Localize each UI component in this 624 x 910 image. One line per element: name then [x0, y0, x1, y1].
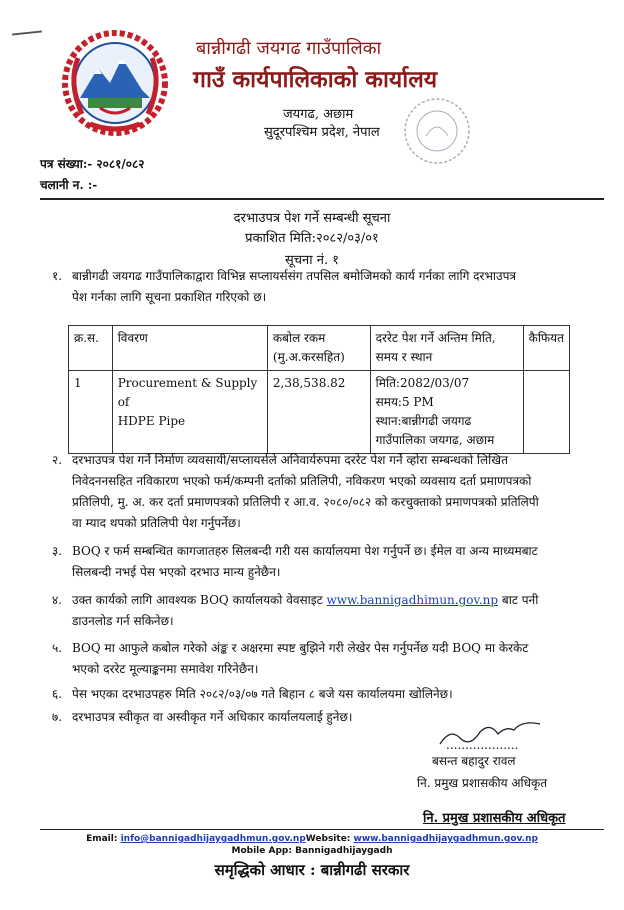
paragraph-line: बान्नीगढी जयगढ गाउँपालिकाद्वारा विभिन्न सप्लायर्ससंग तपसिल बमोजिमको कार्य गर्नका लागि दरभाउपत्र: [72, 269, 517, 283]
paragraph-line: पेश गर्नका लागि सूचना प्रकाशित गरिएको छ।: [72, 290, 267, 304]
header-remarks: कैफियत: [523, 326, 569, 371]
paragraph-line: प्रतिलिपी, मु. अ. कर दर्ता प्रमाणपत्रको प्रतिलिपी र आ.व. २०८०/०८२ को करचुक्ताको प्रमाणपत्रको प्रतिलिपी: [72, 495, 539, 509]
official-stamp: नि. प्रमुख प्रशासकीय अधिकृत: [423, 811, 566, 826]
signature-dots: ...................: [446, 738, 519, 752]
tender-table: [68, 325, 570, 454]
mobile-app: Mobile App: Bannigadhijaygadh: [231, 846, 393, 856]
paragraph-number: ७.: [52, 710, 63, 724]
header-deadline-line: दररेट पेश गर्ने अन्तिम मिति,: [375, 331, 496, 345]
paragraph-line: पेस भएका दरभाउपहरु मिति २०८२/०३/०७ गते बिहान ८ बजे यस कार्यालयमा खोलिनेछ।: [72, 687, 453, 701]
header-amount-line: कबोल रकम: [272, 331, 326, 345]
footer-divider: [40, 829, 604, 830]
email-link[interactable]: info@bannigadhijaygadhmun.gov.np: [120, 834, 306, 844]
paragraph-number: १.: [52, 269, 63, 283]
cell-place: स्थान:बान्नीगढी जयगढ: [375, 414, 472, 428]
header-deadline: [370, 326, 523, 371]
address-line-1: जयगढ, अछाम: [283, 107, 354, 122]
dispatch-number: चलानी न. :-: [40, 178, 98, 192]
email-label: Email:: [86, 834, 121, 844]
paragraph-line: दरभाउपत्र स्वीकृत वा अस्वीकृत गर्ने अधिकार कार्यालयलाई हुनेछ।: [72, 710, 353, 724]
paragraph-3: [52, 541, 592, 583]
paragraph-text: उक्त कार्यको लागि आवश्यक BOQ कार्यालयको वेवसाइट: [72, 593, 327, 607]
address-line-2: सुदूरपश्चिम प्रदेश, नेपाल: [264, 125, 380, 140]
paragraph-line: BOQ र फर्म सम्बन्धित कागजातहरु सिलबन्दी गरी यस कार्यालयमा पेश गर्नुपर्ने छ। ईमेल वा अन्य माध्यमबाट: [72, 544, 538, 558]
paragraph-line: दरभाउपत्र पेश गर्ने निर्माण व्यवसायी/सप्लायर्सले अनिवार्यरुपमा दररेट पेश गर्ने व्होरा सम्बन्धको लिखित: [72, 453, 508, 467]
cell-description-line: Procurement & Supply of: [117, 376, 258, 409]
office-name: बान्नीगढी जयगढ गाउँपालिका: [196, 38, 382, 59]
paragraph-5: [52, 638, 592, 680]
paragraph-line: सिलबन्दी नभई पेस भएको दरभाउ मान्य हुनेछैन।: [72, 565, 281, 579]
cell-deadline: [370, 371, 523, 454]
paragraph-text: बाट पनी: [498, 593, 539, 607]
paragraph-line: निवेदननसहित नविकारण भएको फर्म/कम्पनी दर्ताको प्रतिलिपी, नविकरण भएको व्यवसाय दर्ता प्रमाणपत्रको: [72, 474, 532, 488]
paragraph-line: डाउनलोड गर्न सकिनेछ।: [72, 614, 174, 628]
website-footer-link[interactable]: www.bannigadhijaygadhmun.gov.np: [353, 834, 538, 844]
paragraph-4: [52, 590, 592, 632]
paragraph-2: [52, 450, 592, 534]
paragraph-1: [52, 266, 592, 308]
paragraph-6: [52, 684, 592, 705]
paragraph-line: BOQ मा आफुले कबोल गरेको अंङ्क र अक्षरमा स्पष्ट बुझिने गरी लेखेर पेस गर्नुपर्नेछ यदी BOQ मा केरकेट: [72, 641, 529, 655]
notice-title: दरभाउपत्र पेश गर्ने सम्बन्धी सूचना: [233, 211, 391, 226]
paragraph-line: वा म्याद थपको प्रतिलिपी पेश गर्नुपर्नेछ।: [72, 516, 241, 530]
office-seal-icon: [402, 96, 472, 166]
header-deadline-line: समय र स्थान: [375, 350, 433, 364]
website-link[interactable]: www.bannigadhimun.gov.np: [326, 593, 499, 607]
cell-description-line: HDPE Pipe: [117, 414, 186, 428]
header-sn: क्र.स.: [69, 326, 113, 371]
signatory-name: बसन्त बहादुर रावल: [432, 754, 516, 768]
notice-number: सूचना नं. १: [285, 253, 339, 268]
cell-sn: 1: [69, 371, 113, 454]
table-row: [69, 371, 570, 454]
signatory-title: नि. प्रमुख प्रशासकीय अधिकृत: [417, 776, 548, 790]
office-title: गाउँ कार्यपालिकाको कार्यालय: [193, 66, 438, 93]
published-date: प्रकाशित मिति:२०८२/०३/०१: [245, 231, 379, 246]
header-amount-line: (मु.अ.करसहित): [272, 350, 345, 364]
cell-time: समय:5 PM: [375, 395, 434, 409]
paragraph-number: २.: [52, 453, 63, 467]
government-emblem-icon: [60, 28, 170, 138]
paragraph-line: भएको दररेट मूल्याङ्कनमा समावेश गरिनेछैन।: [72, 662, 259, 676]
header-amount: [267, 326, 370, 371]
paragraph-line: [72, 590, 592, 611]
paragraph-number: ५.: [52, 641, 63, 655]
table-header-row: [69, 326, 570, 371]
cell-amount: 2,38,538.82: [267, 371, 370, 454]
paragraph-number: ३.: [52, 544, 63, 558]
paragraph-number: ४.: [52, 593, 63, 607]
cell-remarks: [523, 371, 569, 454]
cell-date: मिति:2082/03/07: [375, 376, 470, 390]
header-divider: [40, 198, 604, 200]
website-label: Website:: [305, 834, 354, 844]
motto: समृद्धिको आधार : बान्नीगढी सरकार: [214, 861, 410, 879]
header-description: विवरण: [112, 326, 267, 371]
paragraph-number: ६.: [52, 687, 63, 701]
pen-mark: [12, 30, 42, 35]
letter-number: पत्र संख्या:- २०८१/०८२: [40, 157, 145, 171]
cell-place: गाउँपालिका जयगढ, अछाम: [375, 433, 495, 447]
cell-description: [112, 371, 267, 454]
contact-line: [0, 834, 624, 844]
